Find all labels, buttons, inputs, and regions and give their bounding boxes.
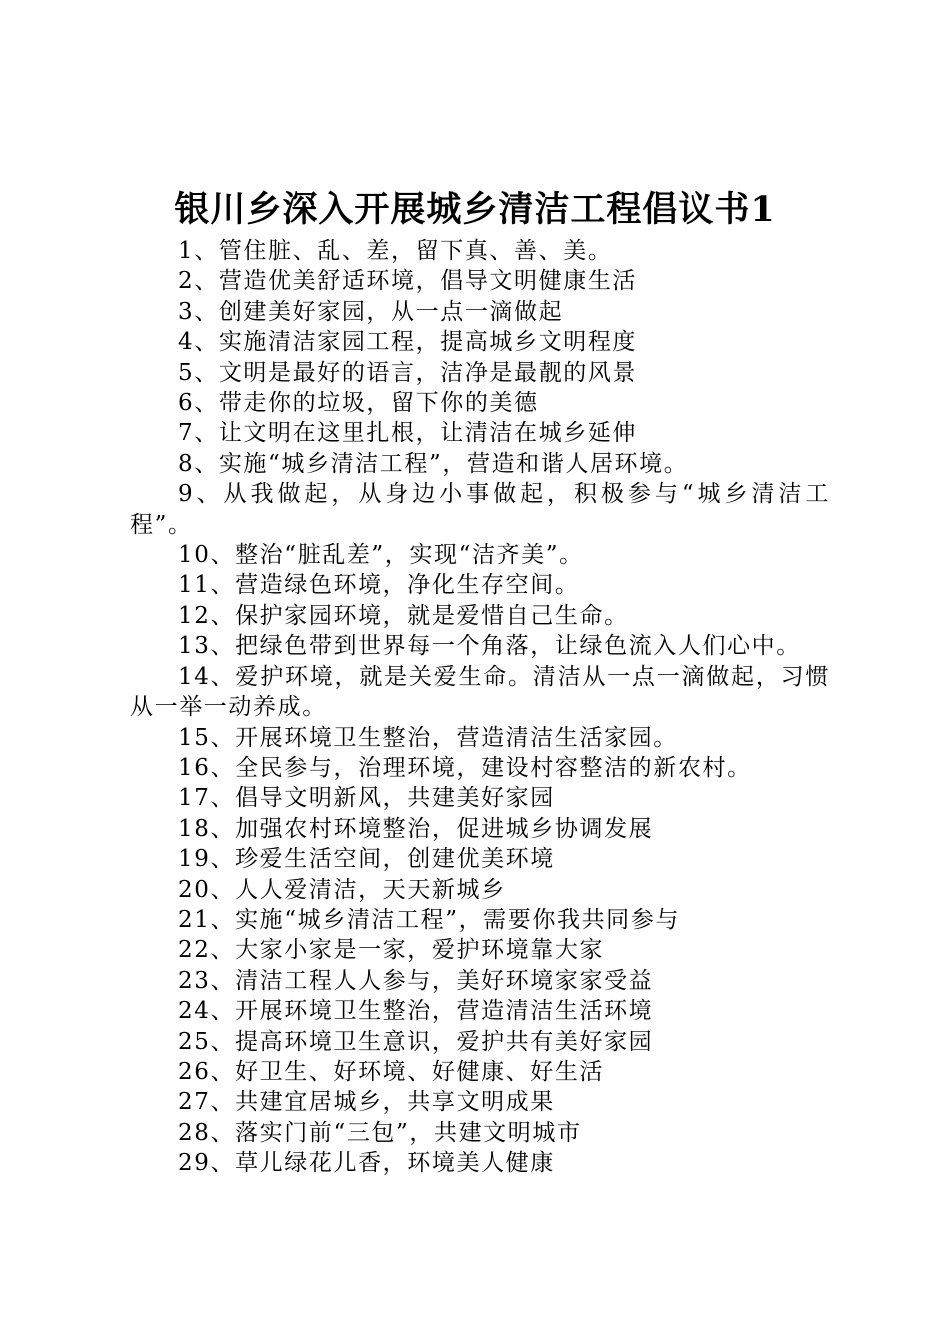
slogan-item: 21、实施“城乡清洁工程”，需要你我共同参与 [178, 906, 680, 933]
slogan-item: 13、把绿色带到世界每一个角落，让绿色流入人们心中。 [178, 633, 801, 660]
slogan-item: 22、大家小家是一家，爱护环境靠大家 [178, 937, 605, 964]
slogan-item: 12、保护家园环境，就是爱惜自己生命。 [178, 602, 629, 629]
slogan-item: 16、全民参与，治理环境，建设村容整洁的新农村。 [178, 754, 752, 781]
slogan-item: 4、实施清洁家园工程，提高城乡文明程度 [178, 329, 638, 356]
slogan-item: 9、从我做起，从身边小事做起，积极参与“城乡清洁工程”。 [130, 481, 830, 538]
slogan-item: 26、好卫生、好环境、好健康、好生活 [178, 1058, 605, 1085]
slogan-item: 24、开展环境卫生整治，营造清洁生活环境 [178, 998, 654, 1025]
slogan-item: 17、倡导文明新风，共建美好家园 [178, 785, 555, 812]
slogan-item: 18、加强农村环境整治，促进城乡协调发展 [178, 815, 654, 842]
slogan-item: 10、整治“脏乱差”，实现“洁齐美”。 [178, 542, 584, 569]
slogan-item: 19、珍爱生活空间，创建优美环境 [178, 846, 555, 873]
document-title: 银川乡深入开展城乡清洁工程倡议书1 [174, 189, 776, 230]
slogan-item: 8、实施“城乡清洁工程”，营造和谐人居环境。 [178, 450, 689, 477]
slogan-item: 14、爱护环境，就是关爱生命。清洁从一点一滴做起，习惯从一举一动养成。 [130, 663, 830, 721]
slogan-item: 29、草儿绿花儿香，环境美人健康 [178, 1150, 555, 1177]
slogan-item: 28、落实门前“三包”，共建文明城市 [178, 1119, 582, 1146]
slogan-item: 11、营造绿色环境，净化生存空间。 [178, 572, 580, 599]
slogan-item: 5、文明是最好的语言，洁净是最靓的风景 [178, 359, 638, 386]
slogan-item: 6、带走你的垃圾，留下你的美德 [178, 390, 539, 417]
slogan-item: 27、共建宜居城乡，共享文明成果 [178, 1089, 555, 1116]
slogan-item: 1、管住脏、乱、差，留下真、善、美。 [178, 238, 613, 264]
slogan-item: 20、人人爱清洁，天天新城乡 [178, 876, 506, 903]
slogan-list [130, 236, 830, 1179]
slogan-item: 3、创建美好家园，从一点一滴做起 [178, 298, 564, 325]
slogan-item: 7、让文明在这里扎根，让清洁在城乡延伸 [178, 420, 638, 447]
slogan-item: 15、开展环境卫生整治，营造清洁生活家园。 [178, 724, 678, 751]
slogan-item: 25、提高环境卫生意识，爱护共有美好家园 [178, 1028, 654, 1055]
slogan-item: 23、清洁工程人人参与，美好环境家家受益 [178, 967, 654, 994]
slogan-item: 2、营造优美舒适环境，倡导文明健康生活 [178, 268, 638, 295]
